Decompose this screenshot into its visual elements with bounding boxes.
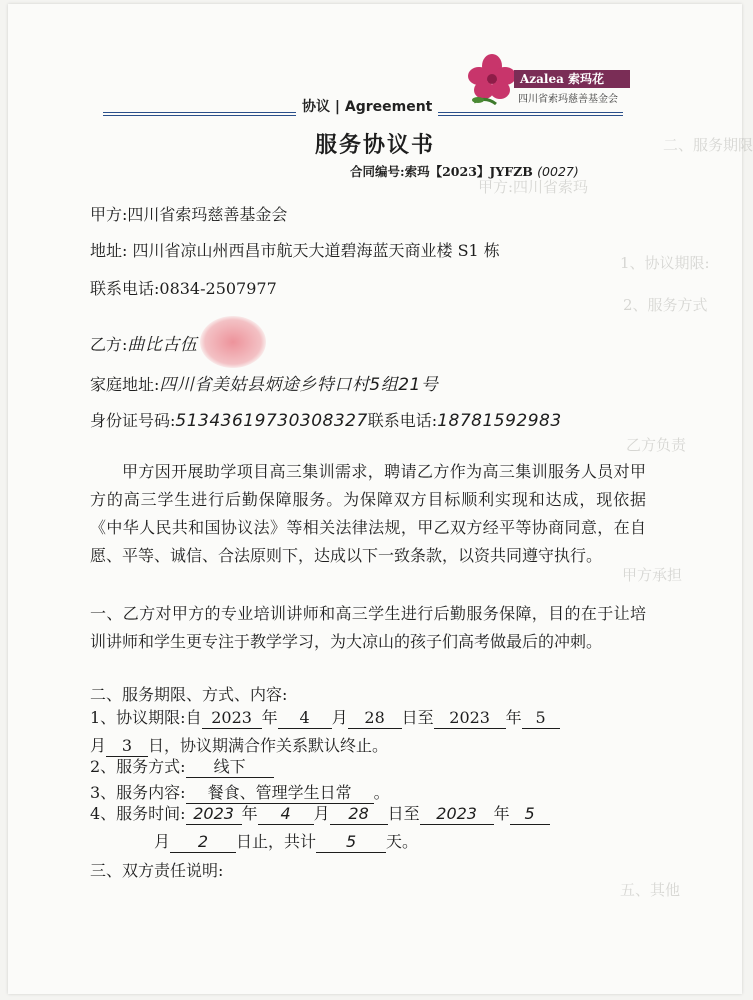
document-title: 服务协议书 [314,132,435,158]
time-month-text-2: 月 [154,832,171,851]
party-b-address-row [90,370,438,395]
party-b-address-handwritten: 四川省美姑县炳途乡特口村5组21号 [159,375,439,395]
party-a-address: 地址: 四川省凉山州西昌市航天大道碧海蓝天商业楼 S1 栋 [90,241,500,260]
content-value: 餐食、管理学生日常 [186,783,374,804]
term-end-year: 2023 [434,708,506,729]
contract-number-handwritten: (0027) [537,164,579,179]
time-year-text: 年 [241,804,258,823]
bleed-through-text: 乙方负责 [626,436,687,454]
foundation-logo [466,52,636,112]
term-end-day: 3 [106,736,148,757]
party-b-name-handwritten: 曲比古伍 [127,335,198,355]
time-end-year: 2023 [420,804,494,825]
logo-org-name: 四川省索玛慈善基金会 [518,94,618,105]
party-b-phone-label: 联系电话: [367,411,438,430]
time-start-day: 28 [330,804,388,825]
time-start-month: 4 [258,804,314,825]
bleed-through-text: 2、服务方式 [623,296,708,314]
section-3-heading: 三、双方责任说明: [90,861,224,880]
time-end-month: 5 [510,804,550,825]
bleed-through-text: 1、协议期限: [620,254,710,272]
term-prefix: 1、协议期限:自 [90,708,202,727]
party-b-name-label: 乙方: [90,335,128,354]
logo-badge: Azalea 索玛花 [514,70,630,88]
party-b-id-handwritten: 51343619730308327 [175,411,368,431]
term-year-text: 年 [261,708,278,727]
content-suffix: 。 [373,783,390,802]
party-b-address-label: 家庭地址: [90,375,160,394]
azalea-flower-icon [466,52,518,108]
party-b-phone-handwritten: 18781592983 [437,411,562,431]
content-prefix: 3、服务内容: [90,783,186,802]
time-end-day: 2 [170,832,236,853]
time-start-year: 2023 [186,804,242,825]
term-end-month: 5 [522,708,560,729]
term-year-text-2: 年 [505,708,522,727]
term-start-day: 28 [348,708,402,729]
bleed-through-text: 五、其他 [620,881,681,899]
time-days-text: 天。 [386,832,419,851]
term-month-text: 月 [331,708,348,727]
time-until-text: 日至 [387,804,420,823]
bleed-through-text: 二、服务期限 [663,136,753,154]
red-fingerprint-stamp [200,316,266,368]
term-start-year: 2023 [202,708,262,729]
party-a-phone: 联系电话:0834-2507977 [90,279,277,298]
contract-number-label: 合同编号:索玛【2023】JYFZB [350,164,533,179]
contract-number [350,162,579,180]
time-year-text-2: 年 [493,804,510,823]
party-b-name-row [90,330,197,355]
bleed-through-text: 甲方:四川省索玛 [478,178,589,196]
time-end-text: 日止，共计 [236,832,317,851]
term-start-month: 4 [278,708,332,729]
party-b-id-row [90,408,562,431]
section-2-heading: 二、服务期限、方式、内容: [90,685,288,704]
document-page [8,4,753,994]
time-month-text: 月 [313,804,330,823]
mode-value: 线下 [186,757,274,778]
bleed-through-text: 甲方承担 [622,566,683,584]
intro-paragraph: 甲方因开展助学项目高三集训需求，聘请乙方作为高三集训服务人员对甲方的高三学生进行后勤保障服务。为保障双方目标顺利实现和达成，现依据《中华人民共和国协议法》等相关法律法规，甲乙双方经平等协商同意，在自愿、平等、诚信、合法原则下，达成以下一致条款，以资共同遵守执行。 [90,462,646,565]
mode-prefix: 2、服务方式: [90,757,186,776]
term-end-text: 日，协议期满合作关系默认终止。 [148,736,389,755]
time-prefix: 4、服务时间: [90,804,186,823]
service-time-clause [90,800,646,856]
section-1-paragraph: 一、乙方对甲方的专业培训讲师和高三学生进行后勤服务保障，目的在于让培训讲师和学生更专注于教学学习，为大凉山的孩子们高考做最后的冲刺。 [90,604,646,651]
term-month-text-2: 月 [90,736,107,755]
term-until-text: 日至 [401,708,434,727]
term-clause [90,704,646,760]
mode-clause [90,754,274,778]
party-b-id-label: 身份证号码: [90,411,176,430]
time-total-days: 5 [316,832,386,853]
party-a-name: 甲方:四川省索玛慈善基金会 [90,205,288,224]
agreement-header-label: 协议 | Agreement [296,96,438,118]
